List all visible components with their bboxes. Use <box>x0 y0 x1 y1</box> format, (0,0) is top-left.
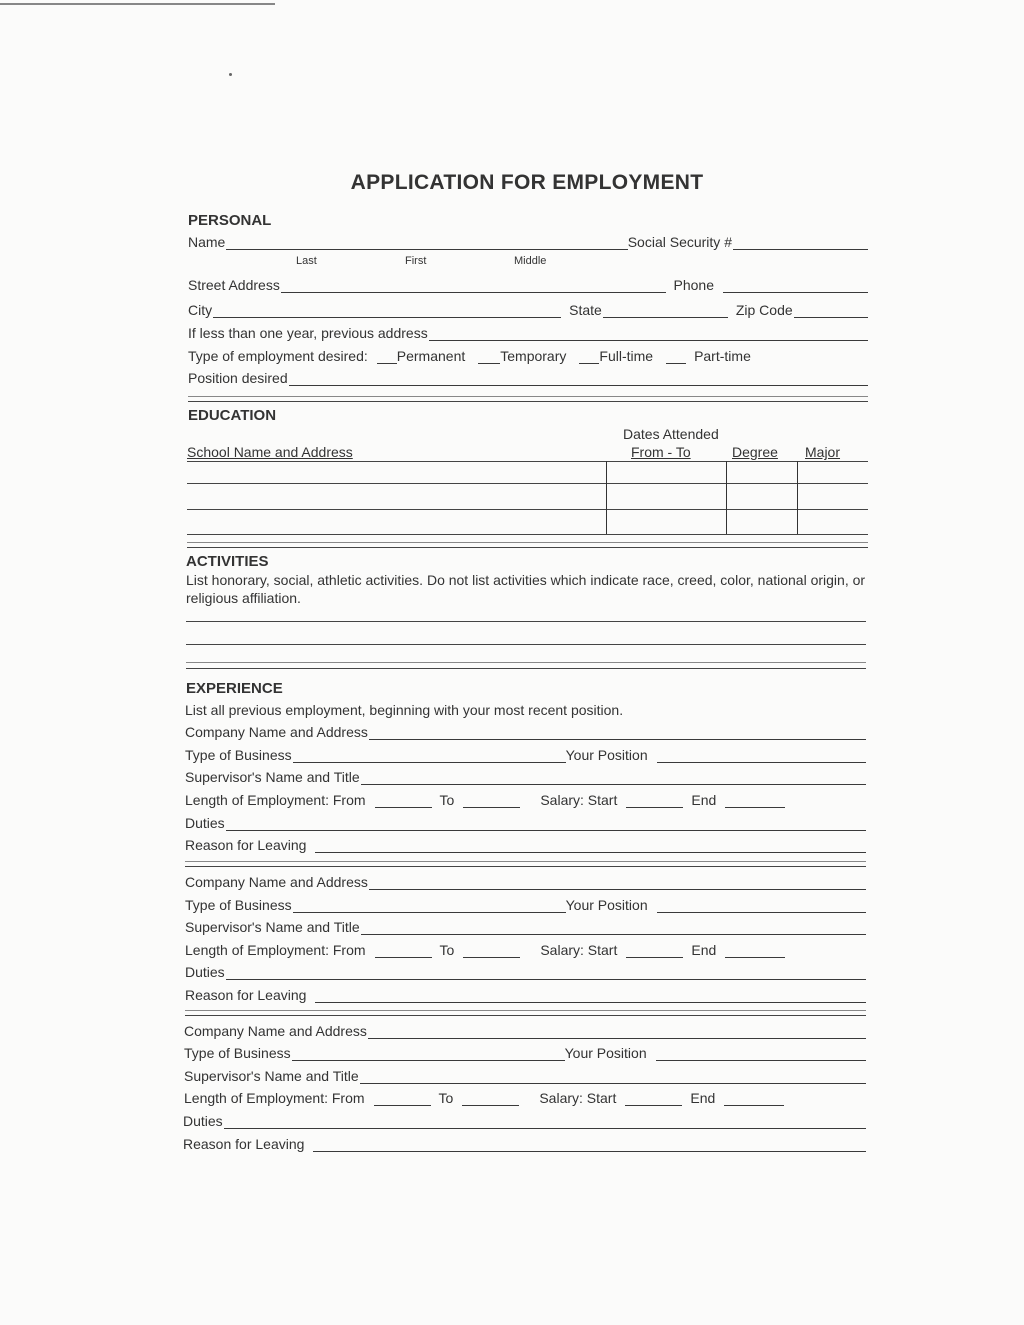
business-field[interactable] <box>292 1048 565 1061</box>
company-label: Company Name and Address <box>185 724 368 740</box>
zip-field[interactable] <box>794 305 868 318</box>
company-row <box>185 874 866 890</box>
parttime-label: Part-time <box>694 348 751 364</box>
education-column-divider <box>606 461 607 534</box>
duties-row <box>185 815 866 831</box>
reason-row <box>185 987 866 1003</box>
supervisor-label: Supervisor's Name and Title <box>185 919 360 935</box>
section-divider <box>188 401 868 402</box>
supervisor-field[interactable] <box>361 922 866 935</box>
reason-label: Reason for Leaving <box>185 987 307 1003</box>
ssn-label: Social Security # <box>627 234 732 250</box>
reason-field[interactable] <box>313 1139 866 1152</box>
your-position-field[interactable] <box>656 1048 866 1061</box>
position-desired-label: Position desired <box>188 370 288 386</box>
business-label: Type of Business <box>185 897 292 913</box>
experience-instructions: List all previous employment, beginning with your most recent position. <box>185 702 624 718</box>
duties-row <box>185 964 866 980</box>
street-label: Street Address <box>188 277 280 293</box>
end-label: End <box>691 792 717 808</box>
col-major: Major <box>805 444 841 460</box>
business-row <box>185 897 866 913</box>
ssn-field[interactable] <box>733 237 868 250</box>
business-row <box>184 1045 866 1061</box>
col-degree: Degree <box>732 444 778 460</box>
to-label: To <box>439 792 455 808</box>
education-row-line[interactable] <box>187 534 868 535</box>
company-label: Company Name and Address <box>185 874 368 890</box>
activities-instructions: List honorary, social, athletic activities. Do not list activities which indicate race, creed, color, national origin, or religious affiliation. <box>186 572 866 606</box>
duties-row <box>183 1113 866 1129</box>
city-row <box>188 302 868 318</box>
previous-address-field[interactable] <box>429 328 868 341</box>
education-row-line[interactable] <box>187 509 868 510</box>
supervisor-label: Supervisor's Name and Title <box>185 769 360 785</box>
length-from-label: Length of Employment: From <box>184 1090 365 1106</box>
employment-type-row <box>188 348 752 364</box>
block-divider <box>185 861 866 862</box>
company-row <box>184 1023 866 1039</box>
company-label: Company Name and Address <box>184 1023 367 1039</box>
col-from-to: From - To <box>631 444 691 460</box>
activities-heading: ACTIVITIES <box>186 553 269 570</box>
salary-start-field[interactable] <box>626 945 683 958</box>
fulltime-label: Full-time <box>599 348 654 364</box>
state-field[interactable] <box>603 305 728 318</box>
salary-end-field[interactable] <box>724 1093 784 1106</box>
section-divider <box>187 547 868 548</box>
to-label: To <box>438 1090 454 1106</box>
name-row <box>188 234 868 250</box>
form-title: APPLICATION FOR EMPLOYMENT <box>350 171 704 194</box>
your-position-label: Your Position <box>565 897 648 913</box>
fulltime-checkbox[interactable] <box>579 351 599 364</box>
experience-heading: EXPERIENCE <box>186 680 283 697</box>
length-from-label: Length of Employment: From <box>185 792 366 808</box>
previous-address-row <box>188 325 868 341</box>
name-part-first: First <box>405 255 427 267</box>
length-row <box>185 942 785 958</box>
supervisor-label: Supervisor's Name and Title <box>184 1068 359 1084</box>
temporary-label: Temporary <box>500 348 567 364</box>
block-divider <box>185 1010 866 1011</box>
name-part-last: Last <box>296 255 317 267</box>
street-row <box>188 277 868 293</box>
block-divider <box>185 1015 866 1016</box>
block-divider <box>185 866 866 867</box>
your-position-label: Your Position <box>565 747 648 763</box>
business-label: Type of Business <box>184 1045 291 1061</box>
to-field[interactable] <box>463 945 520 958</box>
name-part-middle: Middle <box>514 255 547 267</box>
reason-row <box>183 1136 866 1152</box>
salary-start-field[interactable] <box>625 1093 682 1106</box>
name-label: Name <box>188 234 226 250</box>
salary-start-label: Salary: Start <box>540 942 618 958</box>
parttime-checkbox[interactable] <box>666 351 686 364</box>
dates-attended-label: Dates Attended <box>623 426 719 442</box>
position-desired-field[interactable] <box>289 373 868 386</box>
phone-field[interactable] <box>723 280 868 293</box>
reason-row <box>185 837 866 853</box>
business-row <box>185 747 866 763</box>
personal-heading: PERSONAL <box>188 212 272 229</box>
section-divider <box>186 668 866 669</box>
company-field[interactable] <box>369 727 866 740</box>
end-label: End <box>690 1090 716 1106</box>
street-field[interactable] <box>281 280 666 293</box>
section-divider <box>188 396 868 397</box>
from-field[interactable] <box>375 795 432 808</box>
name-field[interactable] <box>226 237 627 250</box>
activities-line[interactable] <box>186 644 866 645</box>
duties-field[interactable] <box>224 1116 866 1129</box>
reason-field[interactable] <box>315 990 866 1003</box>
education-row-line[interactable] <box>187 483 868 484</box>
duties-label: Duties <box>185 964 225 980</box>
duties-label: Duties <box>185 815 225 831</box>
to-field[interactable] <box>462 1093 519 1106</box>
to-label: To <box>439 942 455 958</box>
education-column-divider <box>726 461 727 534</box>
previous-address-label: If less than one year, previous address <box>188 325 428 341</box>
phone-label: Phone <box>673 277 714 293</box>
activities-line[interactable] <box>186 621 866 622</box>
duties-field[interactable] <box>226 967 866 980</box>
salary-end-field[interactable] <box>725 795 785 808</box>
city-label: City <box>188 302 213 318</box>
scan-speck <box>229 73 232 76</box>
your-position-label: Your Position <box>564 1045 647 1061</box>
education-heading: EDUCATION <box>188 407 277 424</box>
supervisor-row <box>184 1068 866 1084</box>
salary-start-field[interactable] <box>626 795 683 808</box>
salary-start-label: Salary: Start <box>540 792 618 808</box>
company-field[interactable] <box>369 877 866 890</box>
length-row <box>185 792 785 808</box>
city-field[interactable] <box>213 305 561 318</box>
end-label: End <box>691 942 717 958</box>
reason-field[interactable] <box>315 840 866 853</box>
from-field[interactable] <box>375 945 432 958</box>
business-field[interactable] <box>293 750 566 763</box>
company-field[interactable] <box>368 1026 866 1039</box>
duties-field[interactable] <box>226 818 866 831</box>
business-label: Type of Business <box>185 747 292 763</box>
supervisor-row <box>185 769 866 785</box>
scan-artifact-line <box>0 3 275 5</box>
state-label: State <box>569 302 602 318</box>
education-column-divider <box>797 461 798 534</box>
supervisor-row <box>185 919 866 935</box>
your-position-field[interactable] <box>657 750 866 763</box>
section-divider <box>187 542 868 543</box>
education-header-line <box>187 461 868 462</box>
your-position-field[interactable] <box>657 900 866 913</box>
length-row <box>184 1090 784 1106</box>
employment-type-label: Type of employment desired: <box>188 348 368 364</box>
reason-label: Reason for Leaving <box>183 1136 305 1152</box>
supervisor-field[interactable] <box>360 1071 866 1084</box>
reason-label: Reason for Leaving <box>185 837 307 853</box>
section-divider <box>186 662 866 663</box>
temporary-checkbox[interactable] <box>478 351 500 364</box>
company-row <box>185 724 866 740</box>
from-field[interactable] <box>374 1093 431 1106</box>
permanent-label: Permanent <box>396 348 466 364</box>
salary-start-label: Salary: Start <box>539 1090 617 1106</box>
length-from-label: Length of Employment: From <box>185 942 366 958</box>
zip-label: Zip Code <box>735 302 793 318</box>
to-field[interactable] <box>463 795 520 808</box>
salary-end-field[interactable] <box>725 945 785 958</box>
col-school: School Name and Address <box>187 444 353 460</box>
position-row <box>188 370 868 386</box>
permanent-checkbox[interactable] <box>377 351 397 364</box>
business-field[interactable] <box>293 900 566 913</box>
duties-label: Duties <box>183 1113 223 1129</box>
supervisor-field[interactable] <box>361 772 866 785</box>
